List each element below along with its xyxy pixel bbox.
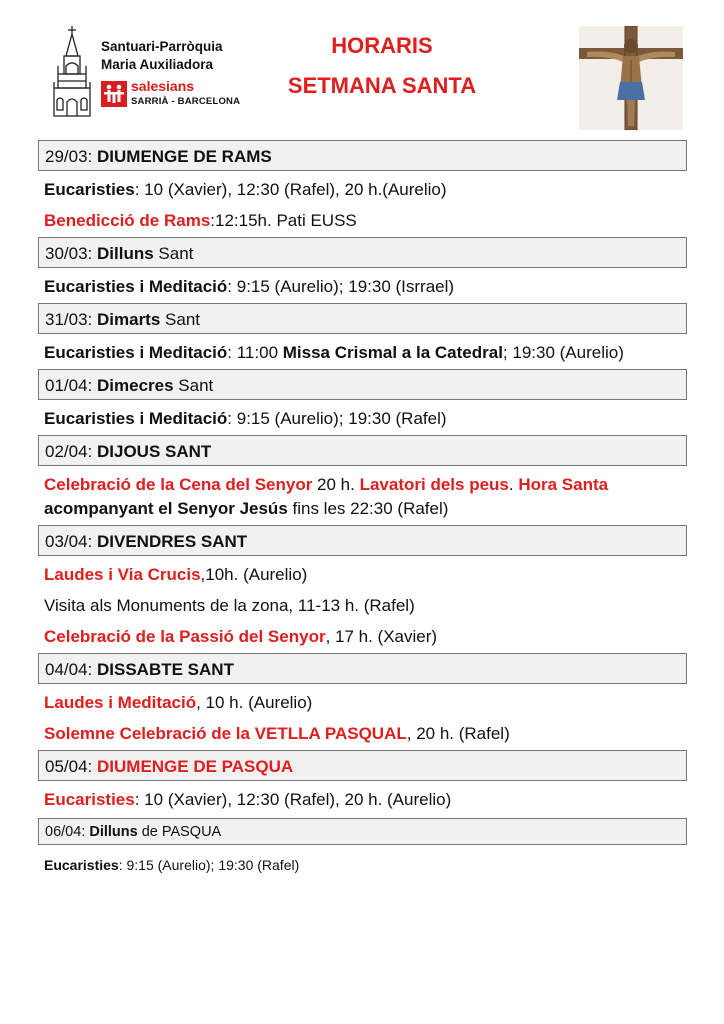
event-detail: : 10 (Xavier), 12:30 (Rafel), 20 h. (Aurelio) (134, 790, 452, 809)
event-highlight: Eucaristies (44, 790, 135, 809)
event-label: Eucaristies i Meditació (44, 409, 228, 428)
event-highlight: Laudes i Via Crucis (44, 565, 201, 584)
parish-name (101, 38, 223, 74)
day-header (38, 435, 687, 466)
day-date: 02/04: (45, 442, 97, 461)
event-label: Missa Crismal a la Catedral (282, 343, 503, 362)
crucifix-image (579, 26, 683, 130)
event-detail: : 9:15 (Aurelio); 19:30 (Isrrael) (227, 277, 455, 296)
day-date: 05/04: (45, 757, 97, 776)
day-date: 29/03: (45, 147, 97, 166)
day-name-suffix: Sant (153, 244, 194, 263)
schedule-entry (44, 341, 688, 365)
event-highlight: Celebració de la Passió del Senyor (44, 627, 326, 646)
event-label: acompanyant el Senyor Jesús (44, 499, 288, 518)
header (0, 0, 724, 136)
day-name: DISSABTE SANT (97, 660, 234, 679)
day-name-suffix: Sant (173, 376, 214, 395)
church-logo-icon (52, 26, 92, 118)
event-highlight: Solemne Celebració de la VETLLA PASQUAL (44, 724, 407, 743)
schedule-entry (44, 275, 688, 299)
schedule-entry (44, 563, 688, 587)
event-detail: :12:15h. Pati EUSS (210, 211, 357, 230)
day-header (38, 237, 687, 268)
event-detail: Visita als Monuments de la zona, 11-13 h. (Rafel) (44, 596, 415, 615)
day-header (38, 140, 687, 171)
day-name-suffix: de PASQUA (137, 824, 222, 840)
day-date: 30/03: (45, 244, 97, 263)
page-title-line2: SETMANA SANTA (287, 73, 477, 98)
day-date: 01/04: (45, 376, 97, 395)
schedule-entry (44, 722, 688, 746)
day-name: DIVENDRES SANT (97, 532, 248, 551)
day-name: Dimarts (97, 310, 161, 329)
event-detail: 20 h. (312, 475, 360, 494)
schedule-entry (44, 407, 688, 431)
day-header (38, 525, 687, 556)
event-highlight: Hora Santa (518, 475, 609, 494)
event-highlight: Laudes i Meditació (44, 693, 197, 712)
event-detail: fins les 22:30 (Rafel) (287, 499, 449, 518)
schedule-entry (44, 209, 688, 233)
day-header (38, 369, 687, 400)
event-detail: ; 19:30 (Aurelio) (502, 343, 624, 362)
event-label: Eucaristies (44, 857, 119, 873)
schedule-entry (44, 473, 688, 521)
page-title-line1: HORARIS (331, 33, 433, 58)
day-header (38, 750, 687, 781)
day-date: 03/04: (45, 532, 97, 551)
salesians-city: SARRIÀ - BARCELONA (131, 96, 241, 107)
event-detail: : 9:15 (Aurelio); 19:30 (Rafel) (227, 409, 447, 428)
salesians-logo-icon (101, 81, 127, 107)
event-detail: : 9:15 (Aurelio); 19:30 (Rafel) (118, 857, 300, 873)
event-detail: . (508, 475, 519, 494)
parish-name-line1: Santuari-Parròquia (101, 39, 223, 54)
event-detail: , 17 h. (Xavier) (325, 627, 438, 646)
day-name: Dimecres (97, 376, 174, 395)
day-name: DIJOUS SANT (97, 442, 212, 461)
event-detail: : 10 (Xavier), 12:30 (Rafel), 20 h.(Aurelio) (134, 180, 447, 199)
schedule-entry (44, 178, 688, 202)
day-name: DIUMENGE DE PASQUA (97, 757, 294, 776)
event-detail: : 11:00 (227, 343, 283, 362)
event-detail: , 10 h. (Aurelio) (196, 693, 313, 712)
day-date: 06/04: (45, 824, 90, 840)
schedule-entry (44, 691, 688, 715)
event-highlight: Celebració de la Cena del Senyor (44, 475, 313, 494)
event-detail: ,10h. (Aurelio) (200, 565, 308, 584)
day-name: DIUMENGE DE RAMS (97, 147, 272, 166)
day-name-suffix: Sant (160, 310, 201, 329)
event-label: Eucaristies i Meditació (44, 343, 228, 362)
day-date: 04/04: (45, 660, 97, 679)
event-detail: , 20 h. (Rafel) (406, 724, 510, 743)
schedule (38, 136, 688, 881)
event-highlight: Benedicció de Rams (44, 211, 211, 230)
day-header (38, 653, 687, 684)
day-header (38, 818, 687, 845)
schedule-entry (44, 594, 688, 618)
schedule-entry (44, 788, 688, 812)
event-highlight: Lavatori dels peus (359, 475, 509, 494)
day-name: Dilluns (97, 244, 154, 263)
parish-name-line2: Maria Auxiliadora (101, 57, 214, 72)
event-label: Eucaristies i Meditació (44, 277, 228, 296)
day-header (38, 303, 687, 334)
salesians-brand: salesians (131, 78, 195, 94)
day-name: Dilluns (89, 824, 138, 840)
day-date: 31/03: (45, 310, 97, 329)
schedule-entry (44, 625, 688, 649)
schedule-entry (44, 853, 688, 877)
event-label: Eucaristies (44, 180, 135, 199)
